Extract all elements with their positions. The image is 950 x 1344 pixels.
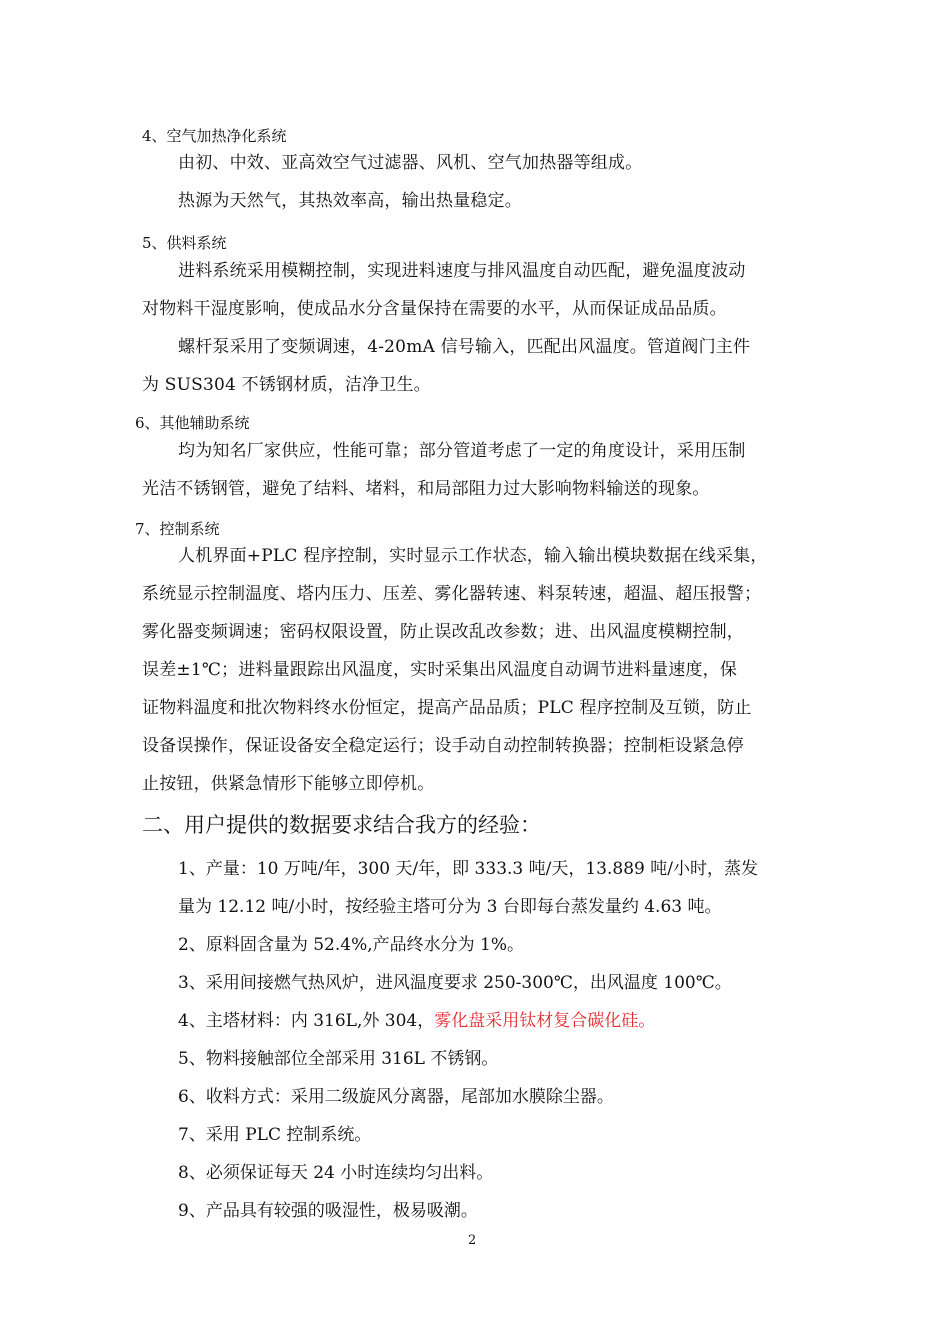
- list-item: 2、原料固含量为 52.4%,产品终水分为 1%。: [178, 935, 525, 955]
- text-line: 进料系统采用模糊控制，实现进料速度与排风温度自动匹配，避免温度波动: [178, 261, 746, 281]
- section-6-body: [142, 432, 812, 508]
- text-line: 对物料干湿度影响，使成品水分含量保持在需要的水平，从而保证成品品质。: [142, 299, 727, 319]
- section-4-heading: 4、空气加热净化系统: [142, 127, 287, 145]
- text-line: 人机界面+PLC 程序控制，实时显示工作状态，输入输出模块数据在线采集，: [178, 546, 768, 566]
- text-line: 光洁不锈钢管，避免了结料、堵料，和局部阻力过大影响物料输送的现象。: [142, 479, 710, 499]
- list-item-4: [142, 1002, 812, 1040]
- section-6-heading: 6、其他辅助系统: [135, 414, 250, 432]
- part-2-title: 二、用户提供的数据要求结合我方的经验：: [142, 813, 541, 837]
- text-line: 热源为天然气，其热效率高，输出热量稳定。: [178, 191, 522, 211]
- highlighted-text: 雾化盘采用钛材复合碳化硅。: [434, 1011, 656, 1031]
- section-4-body: [178, 144, 642, 220]
- text-line: 均为知名厂家供应，性能可靠；部分管道考虑了一定的角度设计，采用压制: [178, 441, 746, 461]
- section-7-body: [142, 537, 812, 803]
- text-line: 系统显示控制温度、塔内压力、压差、雾化器转速、料泵转速，超温、超压报警；: [142, 584, 762, 604]
- text-line: 止按钮，供紧急情形下能够立即停机。: [142, 774, 435, 794]
- text-line: 螺杆泵采用了变频调速，4-20mA 信号输入，匹配出风温度。管道阀门主件: [178, 337, 751, 357]
- list-item: 9、产品具有较强的吸湿性，极易吸潮。: [178, 1201, 478, 1221]
- list-item: 6、收料方式：采用二级旋风分离器，尾部加水膜除尘器。: [178, 1087, 614, 1107]
- list-item-4-text: 4、主塔材料：内 316L,外 304，: [178, 1011, 435, 1031]
- list-item: 7、采用 PLC 控制系统。: [178, 1125, 372, 1145]
- section-5-body: [142, 252, 812, 404]
- text-line: 为 SUS304 不锈钢材质，洁净卫生。: [142, 375, 431, 395]
- list-item: 8、必须保证每天 24 小时连续均匀出料。: [178, 1163, 494, 1183]
- section-7-heading: 7、控制系统: [135, 520, 220, 538]
- list-item: 5、物料接触部位全部采用 316L 不锈钢。: [178, 1049, 499, 1069]
- page-number: 2: [468, 1233, 477, 1248]
- text-line: 雾化器变频调速；密码权限设置，防止误改乱改参数；进、出风温度模糊控制，: [142, 622, 744, 642]
- text-line: 证物料温度和批次物料终水份恒定，提高产品品质；PLC 程序控制及互锁，防止: [142, 698, 752, 718]
- list-item: 3、采用间接燃气热风炉，进风温度要求 250-300℃，出风温度 100℃。: [178, 973, 732, 993]
- section-5-heading: 5、供料系统: [142, 234, 227, 252]
- requirements-list: [142, 850, 812, 1230]
- text-line: 由初、中效、亚高效空气过滤器、风机、空气加热器等组成。: [178, 153, 643, 173]
- list-item: 1、产量：10 万吨/年，300 天/年，即 333.3 吨/天，13.889 吨/小时，蒸发: [178, 859, 758, 879]
- list-item: 量为 12.12 吨/小时，按经验主塔可分为 3 台即每台蒸发量约 4.63 吨。: [178, 897, 722, 917]
- text-line: 误差±1℃；进料量跟踪出风温度，实时采集出风温度自动调节进料量速度，保: [142, 660, 738, 680]
- text-line: 设备误操作，保证设备安全稳定运行；设手动自动控制转换器；控制柜设紧急停: [142, 736, 744, 756]
